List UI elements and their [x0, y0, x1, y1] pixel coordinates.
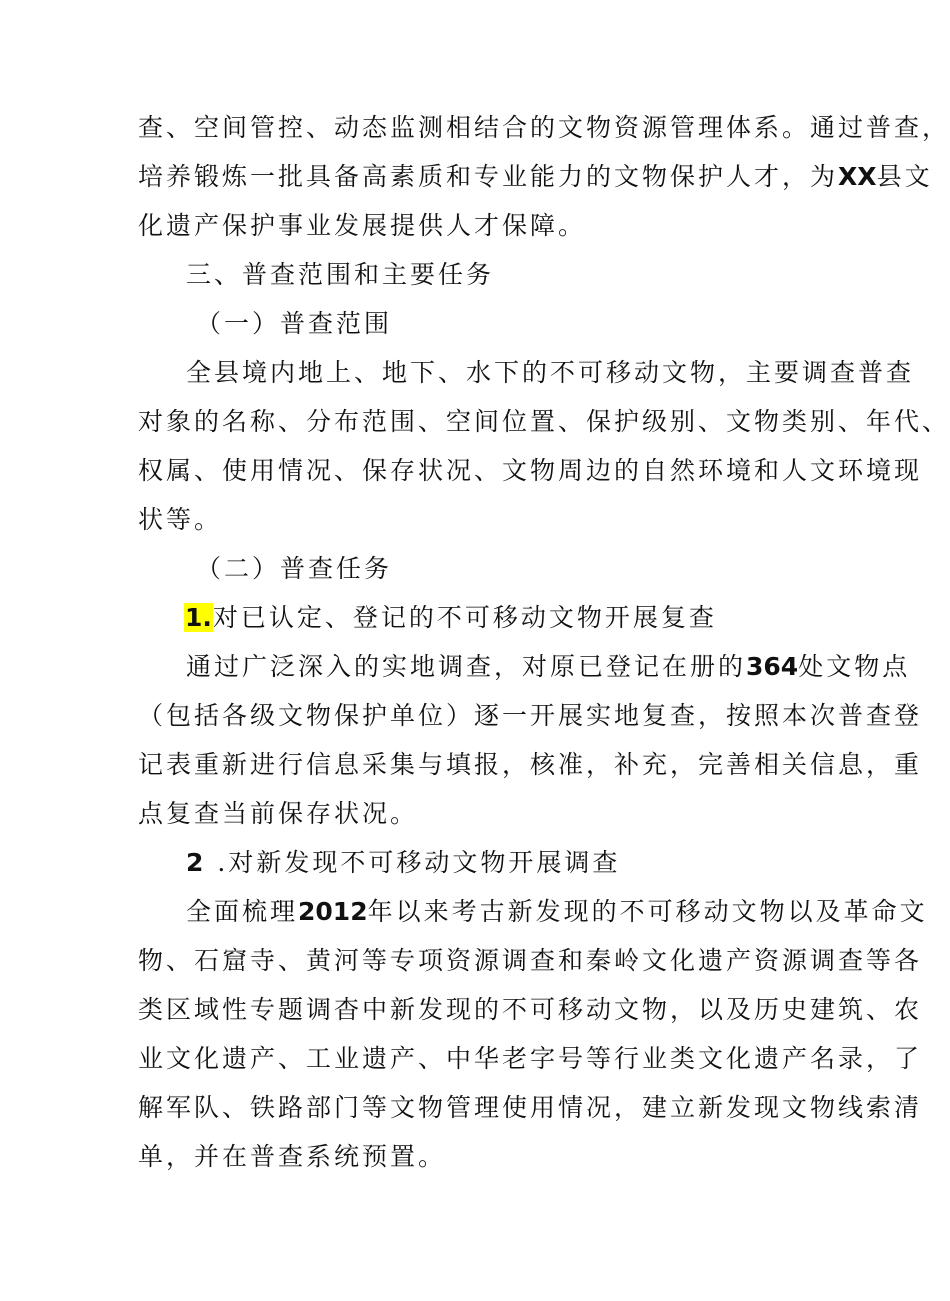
subsection-heading-2 [196, 553, 856, 585]
paragraph-1-line-2 [138, 161, 933, 193]
paragraph-2-line-2 [138, 406, 950, 438]
text: 培养锻炼一批具备高素质和专业能力的文物保护人才，为 [138, 162, 839, 191]
text: 化遗产保护事业发展提供人才保障。 [138, 211, 587, 240]
text: 状等。 [138, 505, 223, 534]
paragraph-2-line-4 [138, 504, 798, 536]
item-number: 2 [186, 848, 204, 877]
paragraph-2-line-3 [138, 455, 923, 487]
text: 通过广泛深入的实地调查，对原已登记在册的 [186, 652, 747, 681]
paragraph-4-line-6 [138, 1141, 798, 1173]
text: 查、空间管控、动态监测相结合的文物资源管理体系。通过普查， [138, 113, 950, 142]
paragraph-1-line-1 [138, 112, 950, 144]
text: 全面梳理 [186, 897, 299, 926]
year-number: 2012 [298, 897, 368, 926]
county-placeholder: XX [838, 162, 877, 191]
text: .对新发现不可移动文物开展调查 [217, 848, 621, 877]
text: 县文 [876, 162, 933, 191]
paragraph-4-line-1 [186, 896, 928, 928]
count-number: 364 [746, 652, 799, 681]
list-item-1-title [184, 602, 844, 634]
text: 单，并在普查系统预置。 [138, 1142, 447, 1171]
subsection-heading-1 [196, 308, 856, 340]
paragraph-3-line-3 [138, 749, 923, 781]
paragraph-4-line-5 [138, 1092, 923, 1124]
text: 对已认定、登记的不可移动文物开展复查 [212, 603, 717, 632]
highlighted-number: 1. [185, 603, 212, 632]
paragraph-4-line-3 [138, 994, 923, 1026]
paragraph-3-line-1 [186, 651, 911, 683]
text: 全县境内地上、地下、水下的不可移动文物，主要调查普查 [186, 358, 915, 387]
list-item-2-title [186, 847, 846, 879]
text: 年以来考古新发现的不可移动文物以及革命文 [367, 897, 928, 926]
text: 记表重新进行信息采集与填报，核准，补充，完善相关信息，重 [138, 750, 923, 779]
paragraph-2-line-1 [186, 357, 915, 389]
heading-text: 三、普查范围和主要任务 [186, 260, 495, 289]
paragraph-4-line-2 [138, 945, 923, 977]
text: 物、石窟寺、黄河等专项资源调查和秦岭文化遗产资源调查等各 [138, 946, 923, 975]
paragraph-1-line-3 [138, 210, 798, 242]
text: （包括各级文物保护单位）逐一开展实地复查，按照本次普查登 [138, 701, 923, 730]
heading-text: （二）普查任务 [196, 554, 393, 583]
text: 类区域性专题调杳中新发现的不可移动文物，以及历史建筑、农 [138, 995, 923, 1024]
paragraph-3-line-2 [138, 700, 923, 732]
paragraph-4-line-4 [138, 1043, 923, 1075]
text: 权属、使用情况、保存状况、文物周边的自然环境和人文环境现 [138, 456, 923, 485]
text: 处文物点 [798, 652, 911, 681]
text: 对象的名称、分布范围、空间位置、保护级别、文物类别、年代、 [138, 407, 950, 436]
paragraph-3-line-4 [138, 798, 798, 830]
text: 解军队、铁路部门等文物管理使用情况，建立新发现文物线索清 [138, 1093, 923, 1122]
text: 业文化遗产、工业遗产、中华老字号等行业类文化遗产名录，了 [138, 1044, 923, 1073]
text: 点复查当前保存状况。 [138, 799, 419, 828]
section-heading-3 [186, 259, 846, 291]
heading-text: （一）普查范围 [196, 309, 393, 338]
